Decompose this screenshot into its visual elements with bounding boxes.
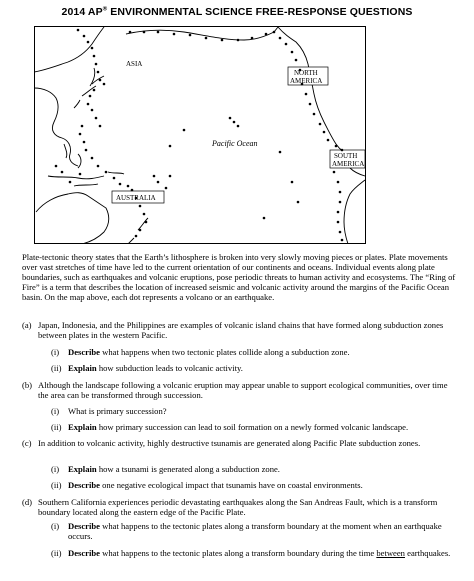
question-label: (d) xyxy=(22,497,33,507)
question-label: (c) xyxy=(22,438,32,448)
registered-mark: ® xyxy=(102,6,108,13)
map-label-north: NORTH xyxy=(294,69,318,77)
sub-text: Describe what happens when two tectonic plates collide along a subduction zone. xyxy=(68,347,350,357)
sub-text: Describe what happens to the tectonic plates along a transform boundary during the time between earthquakes. xyxy=(68,548,451,558)
sub-label: (i) xyxy=(51,406,60,416)
sub-label: (ii) xyxy=(51,480,62,490)
sub-text: Describe what happens to the tectonic plates along a transform boundary at the moment when an earthquake occurs. xyxy=(68,521,442,542)
map-label-australia: AUSTRALIA xyxy=(116,194,156,202)
map-label-pacific: Pacific Ocean xyxy=(212,139,258,148)
sub-text: Describe one negative ecological impact that tsunamis have on coastal environments. xyxy=(68,480,363,490)
page-header xyxy=(0,6,474,18)
question-text: Japan, Indonesia, and the Philippines are examples of volcanic island chains that have formed along subduction zones between plates in the western Pacific. xyxy=(38,320,444,341)
sub-label: (ii) xyxy=(51,422,62,432)
question-label: (a) xyxy=(22,320,32,330)
sub-label: (i) xyxy=(51,347,60,357)
map-label-asia: ASIA xyxy=(126,60,143,68)
sub-label: (i) xyxy=(51,464,60,474)
sub-text: Explain how primary succession can lead to soil formation on a newly formed volcanic landscape. xyxy=(68,422,409,432)
header-title-post: ENVIRONMENTAL SCIENCE FREE-RESPONSE QUESTIONS xyxy=(107,6,413,18)
map-label-south-america: AMERICA xyxy=(332,160,365,168)
question-text: Southern California experiences periodic devastating earthquakes along the San Andreas Fault, which is a transform boundary located along the eastern edge of the Pacific Plate. xyxy=(38,497,438,518)
map-label-south: SOUTH xyxy=(334,152,358,160)
sub-label: (ii) xyxy=(51,363,62,373)
question-label: (b) xyxy=(22,380,33,390)
ring-of-fire-map xyxy=(34,26,366,244)
sub-label: (i) xyxy=(51,521,60,531)
map-label-america: AMERICA xyxy=(290,77,323,85)
question-text: In addition to volcanic activity, highly destructive tsunamis are generated along Pacific Plate subduction zones. xyxy=(38,438,421,448)
intro-paragraph: Plate-tectonic theory states that the Earth’s lithosphere is broken into very slowly moving pieces or plates. Plate movements over vast stretches of time have led to the current orientation of our continents and oceans. Individual events along plate boundaries, such as earthquakes and volcanic eruptions, pose periodic threats to human activity and ecosystems. The “Ring of Fire” is a term that describes the location of increased seismic and volcanic activity around the margins of the Pacific Ocean basin. On the map above, each dot represents a volcano or an earthquake. xyxy=(22,252,456,303)
sub-text: Explain how a tsunami is generated along a subduction zone. xyxy=(68,464,280,474)
sub-label: (ii) xyxy=(51,548,62,558)
question-text: Although the landscape following a volcanic eruption may appear unable to support ecological communities, over time the area can be transformed through succession. xyxy=(38,380,448,401)
sub-text: What is primary succession? xyxy=(68,406,167,416)
header-title-pre: 2014 AP xyxy=(61,6,103,18)
sub-text: Explain how subduction leads to volcanic activity. xyxy=(68,363,243,373)
